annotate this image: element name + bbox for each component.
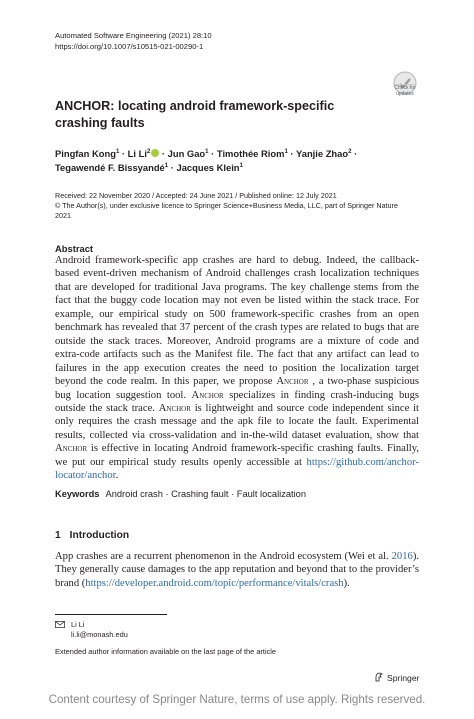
section-heading — [55, 530, 129, 541]
publication-dates — [55, 191, 425, 221]
intro-text-part: ). They generally cause damages to the app reputation and beyond that to the provider’s brand ( — [55, 551, 419, 589]
author-line-1 — [55, 147, 385, 161]
footnote-divider — [55, 614, 167, 615]
affiliation-mark: 1 — [115, 147, 120, 155]
author-separator: · — [351, 148, 358, 159]
keywords-label: Keywords — [55, 489, 100, 499]
keywords — [55, 489, 306, 499]
affiliation-mark: 2 — [348, 147, 352, 155]
copyright-year: 2021 — [55, 211, 71, 220]
doi-link[interactable]: https://doi.org/10.1007/s10515-021-00290-1 — [55, 41, 204, 51]
affiliation-mark: 1 — [164, 161, 169, 169]
affiliation-mark: 1 — [284, 147, 288, 155]
intro-text-part: App crashes are a recurrent phenomenon in the Android ecosystem (Wei et al. — [55, 551, 392, 562]
abstract-text-part: specializes in finding crash-inducing bugs outside the stack trace. — [55, 389, 419, 414]
github-link[interactable]: https://github.com/anchor-locator/anchor — [55, 456, 419, 482]
tool-name: Anchor — [191, 389, 224, 401]
extended-author-info-note: Extended author information available on the last page of the article — [55, 647, 277, 656]
article-title: ANCHOR: locating android framework-specific crashing faults — [55, 99, 335, 130]
intro-text-part: ). — [343, 577, 350, 589]
keywords-list: Android crash · Crashing fault · Fault localization — [105, 489, 307, 499]
author-list — [55, 147, 385, 174]
tool-name: Anchor — [158, 402, 191, 414]
author-name: · Jun Gao — [159, 148, 206, 159]
courtesy-notice: Content courtesy of Springer Nature, terms of use apply. Rights reserved. — [48, 693, 426, 706]
copyright-line: © The Author(s), under exclusive licence to Springer Science+Business Media, LLC, part of Springer Nature — [55, 201, 398, 210]
corresponding-author-name: Li Li — [71, 620, 85, 629]
introduction-text — [55, 550, 419, 590]
abstract-text — [55, 254, 419, 483]
check-for-updates-label — [383, 86, 427, 97]
android-vitals-link[interactable]: https://developer.android.com/topic/performance/vitals/crash — [85, 577, 344, 589]
publisher-logo — [374, 672, 419, 683]
section-title: Introduction — [69, 530, 130, 541]
abstract-text-part: is effective in locating Android framework-specific crashing faults. Finally, we put our empirical study results openly accessible at — [55, 443, 419, 468]
abstract-text-part: , a two-phase suspicious bug location suggestion tool. — [55, 376, 419, 401]
tool-name: Anchor — [55, 443, 88, 455]
abstract-heading: Abstract — [55, 243, 94, 254]
affiliation-mark: 1 — [239, 161, 243, 169]
received-accepted-published: Received: 22 November 2020 / Accepted: 24 June 2021 / Published online: 12 July 2021 — [55, 191, 337, 200]
journal-header — [55, 31, 212, 52]
author-name: · Li Li — [119, 148, 147, 159]
badge-line-1: Check for — [394, 85, 416, 91]
publisher-name: Springer — [387, 673, 420, 683]
author-name: · Yanjie Zhao — [287, 148, 349, 159]
section-number: 1 — [55, 530, 61, 541]
journal-citation: Automated Software Engineering (2021) 28:10 — [55, 31, 212, 40]
author-name: Pingfan Kong — [55, 148, 116, 159]
author-name: · Jacques Klein — [168, 161, 240, 173]
abstract-text-part: Android framework-specific app crashes are hard to debug. Indeed, the callback-based event-driven mechanism of Android challenges crash localization techniques that are developed for traditional Java programs. The key challenge stems from the fact that the buggy code location may not even be listed within the stack trace. For example, our empirical study on 500 framework-specific crashes from an open benchmark has revealed that 37 percent of the crash types are related to bugs that are outside the stack traces. Moreover, Android programs are a mixture of code and extra-code artifacts such as the Manifest file. The fact that any artifact can lead to failures in the app execution creates the need to position the localization target beyond the code realm. In this paper, we propose — [55, 255, 419, 388]
affiliation-mark: 1 — [205, 147, 209, 155]
springer-horse-icon — [374, 672, 384, 682]
abstract-text-part: is lightweight and source code independent since it only requires the crash message and the apk file to locate the fault. Experimental results, collected via cross-validation and in-the-wild dataset evaluation, show that — [55, 402, 419, 441]
corresponding-author-email[interactable]: li.li@monash.edu — [71, 630, 128, 639]
author-name: · Timothée Riom — [208, 148, 285, 159]
tool-name: Anchor — [276, 376, 309, 388]
abstract-text-part: . — [115, 470, 119, 482]
author-line-2 — [55, 161, 385, 175]
badge-line-2: updates — [396, 90, 414, 97]
affiliation-mark: 2 — [146, 147, 151, 155]
author-name: Tegawendé F. Bissyandé — [55, 161, 165, 173]
envelope-icon — [55, 621, 65, 628]
citation-link[interactable]: 2016 — [391, 551, 413, 562]
